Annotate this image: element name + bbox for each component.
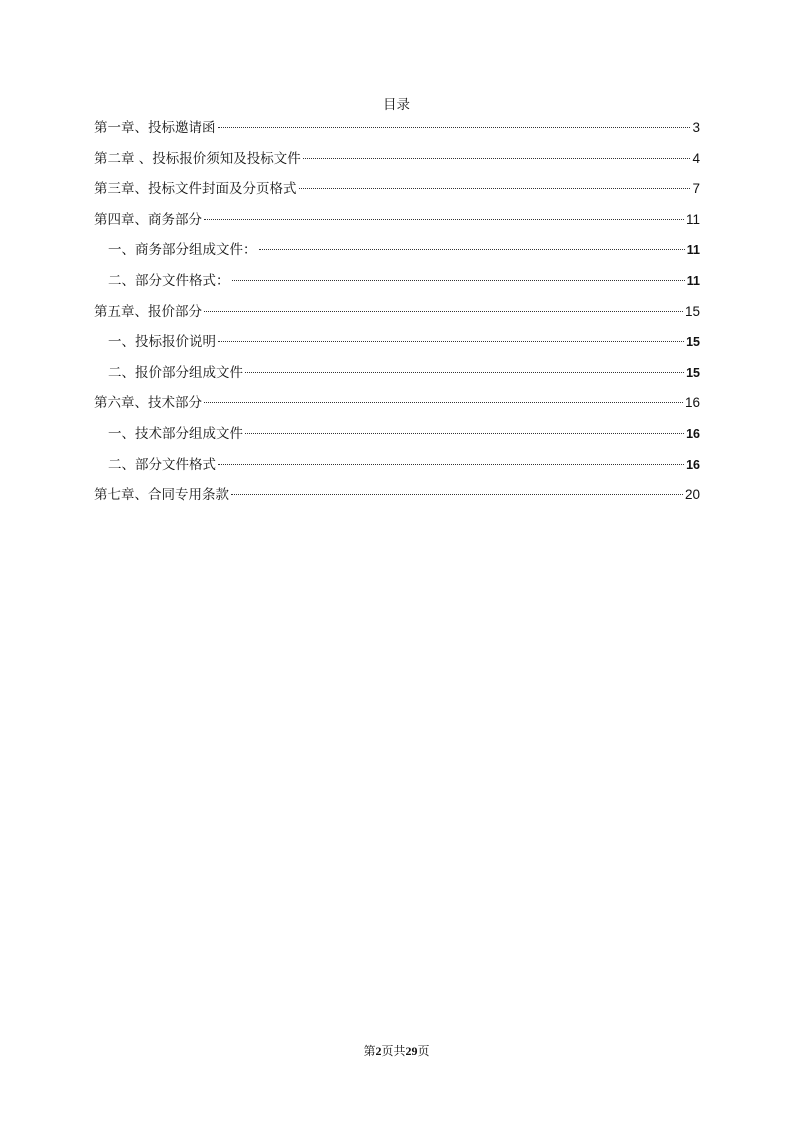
toc-entry-page: 15 bbox=[684, 303, 700, 319]
toc-entry-page: 16 bbox=[686, 457, 700, 472]
toc-entry-label: 第六章、技术部分 bbox=[94, 395, 202, 412]
footer-suffix: 页 bbox=[417, 1044, 430, 1058]
toc-entry-label: 第三章、投标文件封面及分页格式 bbox=[94, 181, 297, 198]
toc-entry-label: 一、技术部分组成文件 bbox=[108, 425, 243, 442]
toc-entry-page: 15 bbox=[686, 335, 700, 350]
toc-entry-label: 二、部分文件格式： bbox=[108, 272, 230, 289]
toc-entry-label: 第一章、投标邀请函 bbox=[94, 120, 216, 136]
toc-dot-leader bbox=[303, 158, 691, 159]
toc-entry-page: 4 bbox=[692, 150, 700, 166]
toc-entry-page: 15 bbox=[686, 365, 700, 380]
toc-subentry[interactable] bbox=[94, 270, 700, 301]
toc-entry-label: 二、部分文件格式 bbox=[108, 456, 216, 473]
toc-title: 目录 bbox=[383, 97, 410, 113]
toc-dot-leader bbox=[259, 249, 685, 250]
toc-dot-leader bbox=[204, 402, 683, 403]
toc-dot-leader bbox=[232, 280, 685, 281]
toc-entry[interactable] bbox=[94, 301, 700, 332]
toc-dot-leader bbox=[218, 464, 684, 465]
page-footer bbox=[0, 1042, 793, 1060]
footer-prefix: 第 bbox=[363, 1044, 376, 1058]
toc-entry-label: 第五章、报价部分 bbox=[94, 303, 202, 320]
toc-subentry[interactable] bbox=[94, 423, 700, 454]
toc-dot-leader bbox=[299, 188, 691, 189]
toc-dot-leader bbox=[245, 372, 684, 373]
toc-entry-page: 3 bbox=[692, 120, 700, 135]
toc-entry[interactable] bbox=[94, 117, 700, 148]
toc-dot-leader bbox=[204, 311, 683, 312]
toc-entry[interactable] bbox=[94, 209, 700, 240]
toc-subentry[interactable] bbox=[94, 454, 700, 485]
toc-dot-leader bbox=[204, 219, 684, 220]
toc-subentry[interactable] bbox=[94, 331, 700, 362]
toc-entry[interactable] bbox=[94, 178, 700, 209]
footer-middle: 页共 bbox=[381, 1044, 406, 1058]
toc-dot-leader bbox=[245, 433, 684, 434]
toc-entry-page: 11 bbox=[686, 273, 700, 288]
toc-entry-label: 一、商务部分组成文件： bbox=[108, 242, 257, 259]
toc-entry[interactable] bbox=[94, 392, 700, 423]
toc-list bbox=[94, 117, 700, 515]
toc-entry-page: 20 bbox=[684, 487, 700, 503]
toc-entry-page: 7 bbox=[692, 181, 700, 197]
toc-subentry[interactable] bbox=[94, 239, 700, 270]
toc-entry-label: 一、投标报价说明 bbox=[108, 334, 216, 351]
toc-entry-label: 二、报价部分组成文件 bbox=[108, 364, 243, 381]
toc-entry-page: 11 bbox=[685, 211, 700, 227]
toc-entry-page: 16 bbox=[686, 426, 700, 441]
toc-entry-page: 16 bbox=[684, 395, 700, 411]
toc-entry-page: 11 bbox=[686, 243, 700, 258]
footer-current-page: 2 bbox=[375, 1044, 382, 1058]
toc-dot-leader bbox=[218, 127, 691, 128]
toc-dot-leader bbox=[218, 341, 684, 342]
toc-entry[interactable] bbox=[94, 484, 700, 515]
toc-subentry[interactable] bbox=[94, 362, 700, 393]
toc-dot-leader bbox=[231, 494, 683, 495]
toc-entry-label: 第四章、商务部分 bbox=[94, 211, 202, 228]
toc-entry[interactable] bbox=[94, 148, 700, 179]
footer-total-pages: 29 bbox=[405, 1044, 418, 1058]
toc-entry-label: 第七章、合同专用条款 bbox=[94, 487, 229, 504]
toc-entry-label: 第二章 、投标报价须知及投标文件 bbox=[94, 150, 301, 167]
